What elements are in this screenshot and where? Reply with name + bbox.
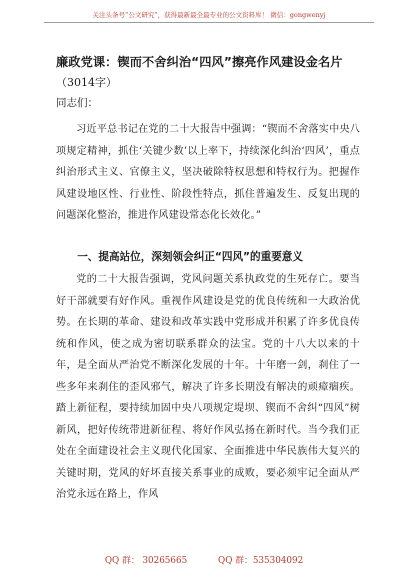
document-title: 廉政党课：锲而不舍纠治“四风”擦亮作风建设金名片 bbox=[56, 55, 343, 69]
qq-group-2: QQ 群：535304092 bbox=[218, 556, 304, 566]
paragraph-intro: 习近平总书记在党的二十大报告中强调：“锲而不舍落实中央八项规定精神，抓住‘关键少数’以上率下，持续深化纠治‘四风’，重点纠治形式主义、官僚主义，坚决破除特权思想和特权行为。把握作风建设地区性、行业性、阶段性特点，抓住普遍发生、反复出现的问题深化整治，推进作风建设常态化长效化。” bbox=[56, 124, 360, 221]
footer-contact bbox=[0, 553, 408, 566]
paragraph-section-1: 党的二十大报告强调，党风问题关系执政党的生死存亡。要当好干部就要有好作风。重视作风建设是党的优良传统和一大政治优势。在长期的革命、建设和改革实践中党形成并积累了许多优良传统和作风，使之成为密切联系群众的法宝。党的十八大以来的十年，是全面从严治党不断深化发展的十年。十年磨一剑，刹住了一些多年来刹住的歪风邪气，解决了许多长期没有解决的顽瘴痼疾。踏上新征程，要持续加固中央八项规定堤坝、锲而不舍纠“四风”树新风，把好传统带进新征程、将好作风弘扬在新时代。当今我们正处在全面建设社会主义现代化国家、全面推进中华民族伟大复兴的关键时期，党风的好坏直接关系事业的成败，要必须牢记全面从严治党永远在路上，作风 bbox=[56, 274, 360, 500]
header-banner: 关注头条号“公文研究”，获得最新最全最专业的公文资料库！ 微信：gongwenyj bbox=[44, 8, 374, 23]
word-count: （3014字） bbox=[56, 76, 117, 89]
qq-group-1: QQ 群： 30265665 bbox=[104, 556, 188, 566]
salutation: 同志们： bbox=[56, 97, 98, 109]
section-heading: 一、提高站位，深刻领会纠正“四风”的重要意义 bbox=[77, 251, 303, 263]
title-block bbox=[56, 53, 362, 92]
